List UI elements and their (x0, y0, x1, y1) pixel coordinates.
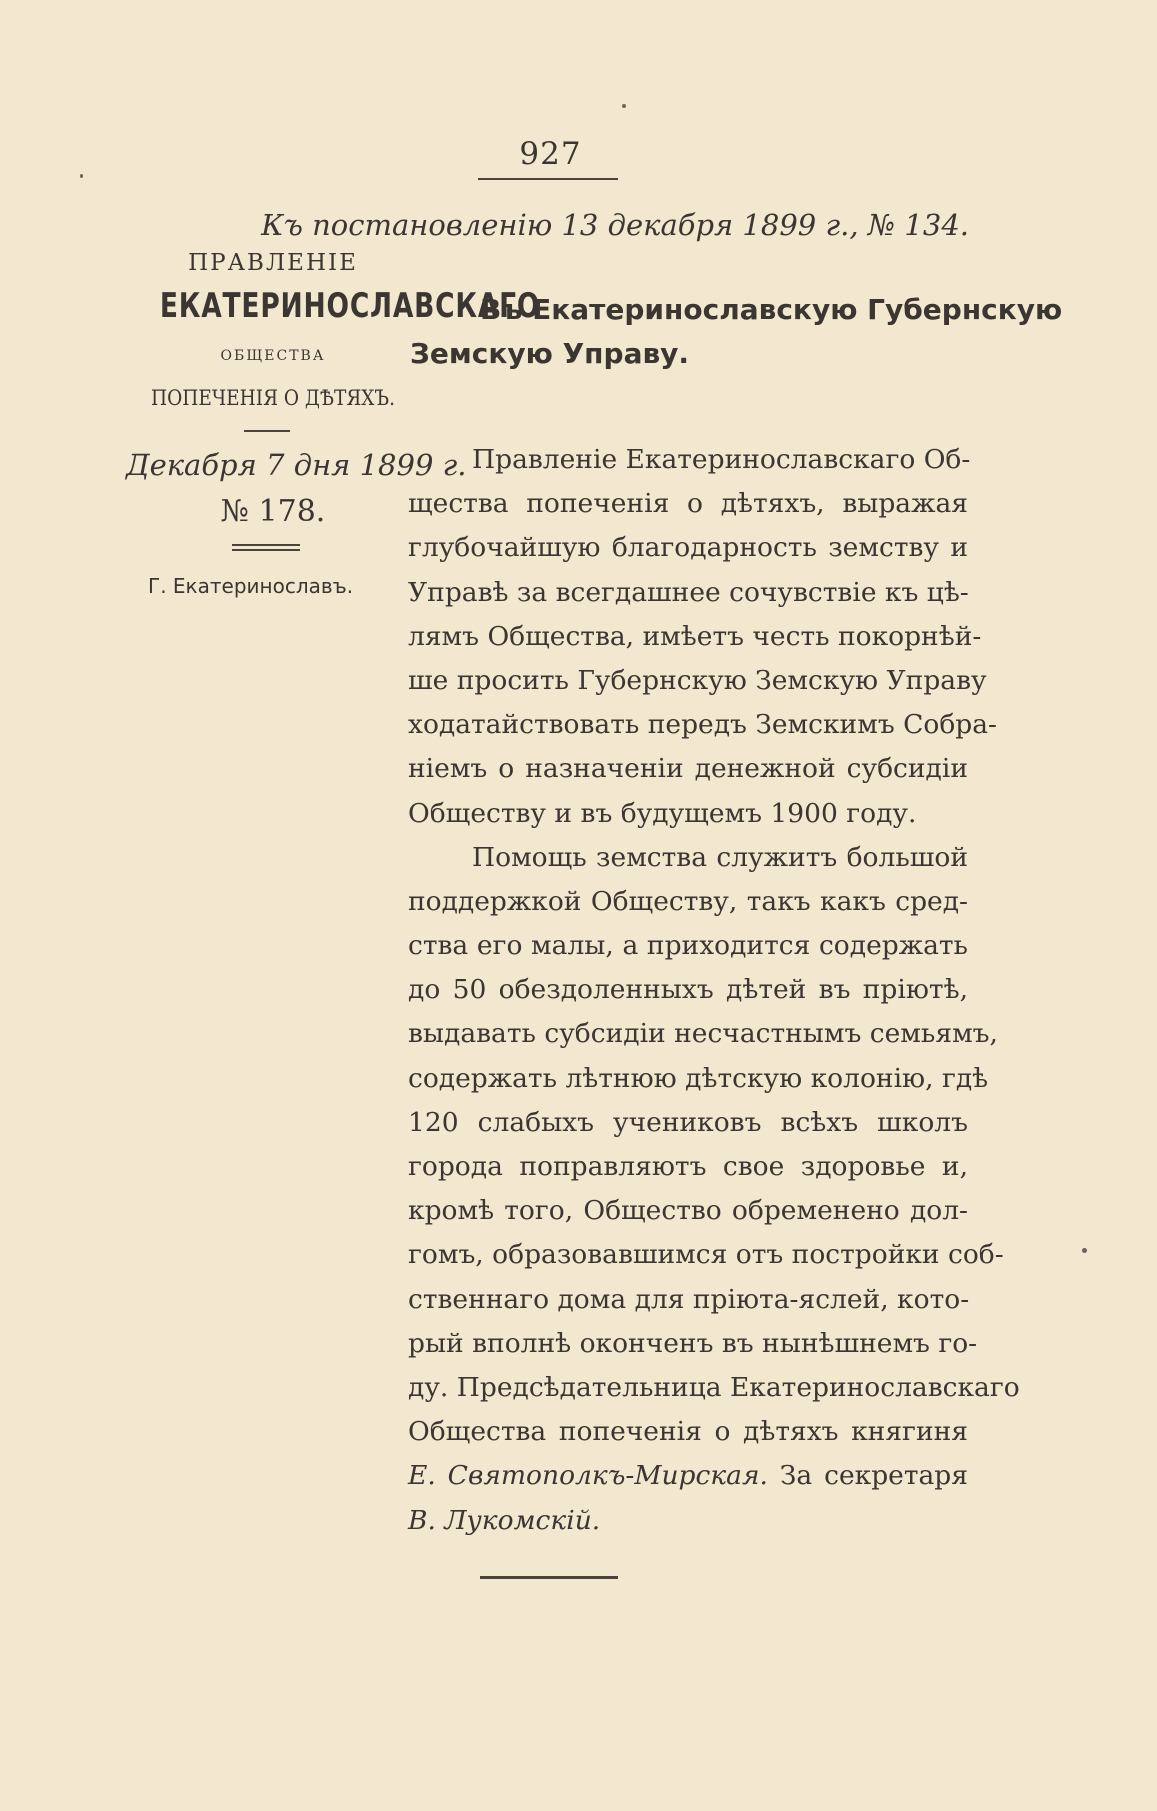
body-line: лямъ Общества, имѣетъ честь покорнѣй- (408, 620, 982, 652)
page-number: 927 (519, 136, 582, 172)
body-line: выдавать субсидіи несчастнымъ семьямъ, (408, 1018, 998, 1050)
reference-line: Къ постановленію 13 декабря 1899 г., № 134. (261, 208, 969, 242)
body-line: гомъ, образовавшимся отъ постройки соб- (408, 1239, 1004, 1271)
body-line: Помощь земства служитъ большой (472, 841, 968, 873)
body-line: кромѣ того, Общество обременено дол- (408, 1195, 968, 1227)
secretary-signature-name: В. Лукомскій. (408, 1504, 601, 1536)
number-double-rule (232, 544, 300, 554)
letter-body (408, 438, 1020, 1543)
sender-rule (244, 430, 290, 432)
addressee-line-2: Земскую Управу. (410, 337, 690, 370)
addressee-line-1: Въ Екатеринославскую Губернскую (480, 293, 1063, 326)
letter-city: Г. Екатеринославъ. (148, 574, 354, 598)
body-line: города поправляютъ свое здоровье и, (408, 1151, 968, 1182)
sender-line-4: ПОПЕЧЕНІЯ О ДѢТЯХЪ. (151, 386, 395, 410)
letter-number: № 178. (220, 494, 326, 529)
body-line: до 50 обездоленныхъ дѣтей въ пріютѣ, (408, 974, 968, 1006)
body-line: ше просить Губернскую Земскую Управу (408, 664, 987, 696)
body-line: щества попеченія о дѣтяхъ, выражая (408, 488, 968, 520)
body-line: рый вполнѣ оконченъ въ нынѣшнемъ го- (408, 1327, 978, 1359)
paper-speck (622, 104, 626, 108)
body-line: Обществу и въ будущемъ 1900 году. (408, 797, 917, 829)
paper-speck (80, 174, 83, 178)
body-line: глубочайшую благодарность земству и (408, 532, 968, 564)
sender-line-3: ОБЩЕСТВА (220, 348, 326, 364)
body-line: Общества попеченія о дѣтяхъ княгиня (408, 1416, 968, 1448)
addressee (410, 288, 1063, 376)
body-line: поддержкой Обществу, такъ какъ сред- (408, 885, 968, 917)
body-line: ходатайствовать передъ Земскимъ Собра- (408, 709, 998, 741)
body-line: ства его малы, а приходится содержать (408, 930, 968, 962)
closing-rule (480, 1576, 618, 1579)
letter-date: Декабря 7 дня 1899 г. (126, 448, 467, 482)
body-line: 120 слабыхъ учениковъ всѣхъ школъ (408, 1106, 968, 1138)
body-line: ственнаго дома для пріюта-яслей, кото- (408, 1283, 970, 1315)
chair-signature-name: Е. Святополкъ-Мирская. (408, 1460, 768, 1492)
signature-line-2 (408, 1499, 968, 1543)
sender-org-name: ЕКАТЕРИНОСЛАВСКАГО (159, 286, 541, 326)
body-line: Управѣ за всегдашнее сочувствіе къ цѣ- (408, 576, 969, 608)
page-number-rule (478, 178, 618, 180)
body-line: содержать лѣтнюю дѣтскую колонію, гдѣ (408, 1062, 989, 1094)
for-secretary-label: За секретаря (779, 1460, 968, 1492)
body-line: ніемъ о назначеніи денежной субсидіи (408, 753, 968, 785)
body-line: Правленіе Екатеринославскаго Об- (472, 444, 971, 475)
signature-line-1 (408, 1454, 968, 1498)
sender-line-1: ПРАВЛЕНІЕ (188, 250, 358, 276)
body-line: ду. Предсѣдательница Екатеринославскаго (408, 1371, 1020, 1403)
paper-speck (1082, 1248, 1087, 1253)
